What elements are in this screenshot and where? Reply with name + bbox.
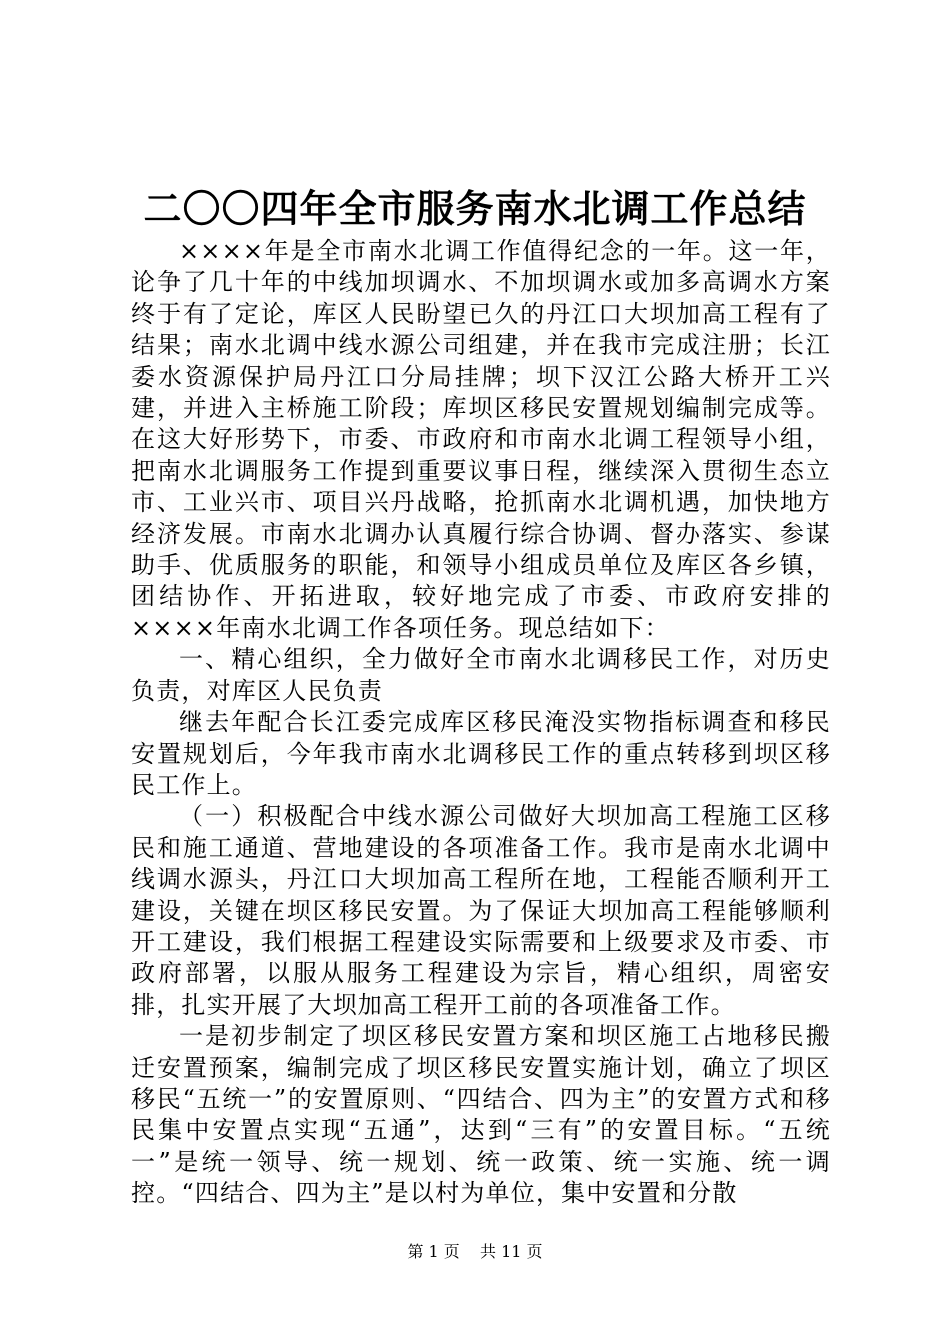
section-heading-1: 一、精心组织，全力做好全市南水北调移民工作，对历史负责，对库区人民负责 — [131, 645, 831, 705]
document-title: 二〇〇四年全市服务南水北调工作总结 — [143, 186, 807, 231]
document-body — [131, 236, 831, 1210]
paragraph-section-1: 继去年配合长江委完成库区移民淹没实物指标调查和移民安置规划后，今年我市南水北调移民工作的重点转移到坝区移民工作上。 — [131, 708, 831, 799]
page-total: 共 11 页 — [480, 1242, 543, 1261]
paragraph-intro: ××××年是全市南水北调工作值得纪念的一年。这一年，论争了几十年的中线加坝调水、不加坝调水或加多高调水方案终于有了定论，库区人民盼望已久的丹江口大坝加高工程有了结果；南水北调中线水源公司组建，并在我市完成注册；长江委水资源保护局丹江口分局挂牌；坝下汉江公路大桥开工兴建，并进入主桥施工阶段；库坝区移民安置规划编制完成等。在这大好形势下，市委、市政府和市南水北调工程领导小组，把南水北调服务工作提到重要议事日程，继续深入贯彻生态立市、工业兴市、项目兴丹战略，抢抓南水北调机遇，加快地方经济发展。市南水北调办认真履行综合协调、督办落实、参谋助手、优质服务的职能，和领导小组成员单位及库区各乡镇，团结协作、开拓进取，较好地完成了市委、市政府安排的××××年南水北调工作各项任务。现总结如下： — [131, 237, 831, 642]
page-footer — [0, 1242, 950, 1262]
paragraph-point-1: 一是初步制定了坝区移民安置方案和坝区施工占地移民搬迁安置预案，编制完成了坝区移民安置实施计划，确立了坝区移民“五统一”的安置原则、“四结合、四为主”的安置方式和移民集中安置点实现“五通”，达到“三有”的安置目标。“五统一”是统一领导、统一规划、统一政策、统一实施、统一调控。“四结合、四为主”是以村为单位，集中安置和分散 — [131, 1022, 831, 1208]
subsection-1: （一）积极配合中线水源公司做好大坝加高工程施工区移民和施工通道、营地建设的各项准备工作。我市是南水北调中线调水源头，丹江口大坝加高工程所在地，工程能否顺利开工建设，关键在坝区移民安置。为了保证大坝加高工程能够顺利开工建设，我们根据工程建设实际需要和上级要求及市委、市政府部署，以服从服务工程建设为宗旨，精心组织，周密安排，扎实开展了大坝加高工程开工前的各项准备工作。 — [131, 802, 831, 1019]
page-number: 第 1 页 — [407, 1242, 460, 1261]
